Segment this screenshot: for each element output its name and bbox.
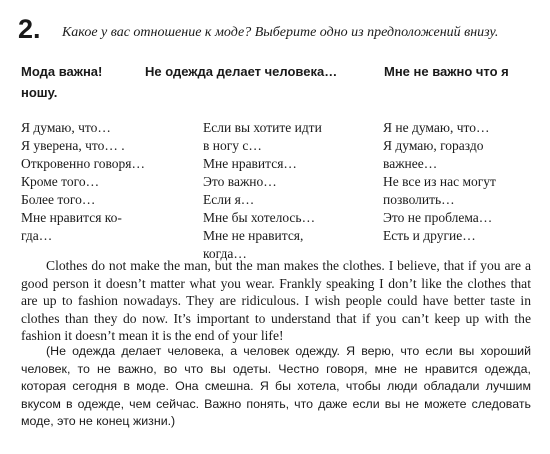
option-dont-care-line1: Мне не важно что я [384, 64, 509, 79]
phrase-item: Кроме того… [21, 174, 100, 189]
phrase-item: Это не проблема… [383, 210, 493, 225]
phrase-item: гда… [21, 228, 53, 243]
option-clothes-dont-make-man: Не одежда делает человека… [145, 64, 338, 79]
phrase-item: Мне не нравится, [203, 228, 304, 243]
phrase-item: позволить… [383, 192, 455, 207]
phrase-item: Если я… [203, 192, 255, 207]
phrase-item: Мне бы хотелось… [203, 210, 316, 225]
phrase-column-2 [203, 119, 322, 263]
option-fashion-important: Мода важна! [21, 64, 103, 79]
exercise-instruction: Какое у вас отношение к моде? Выберите одно из предположений внизу. [62, 25, 499, 40]
option-dont-care-line2: ношу. [21, 85, 58, 100]
phrase-item: в ногу с… [203, 138, 262, 153]
phrase-item: Более того… [21, 192, 96, 207]
phrase-item: Я уверена, что… . [21, 138, 125, 153]
phrase-item: Откровенно говоря… [21, 156, 146, 171]
english-paragraph: Clothes do not make the man, but the man makes the clothes. I believe, that if you are a good person it doesn’t matter what you wear. Frankly speaking I don’t like the clothes that are up to fashion nowadays. They are ridiculous. I wish people could have better taste in clothes than they do now. It’s important to understand that if you can’t keep up with the fashion it doesn’t mean it is the end of your life! [21, 258, 531, 344]
phrase-item: когда… [203, 246, 247, 261]
phrase-item: важнее… [383, 156, 438, 171]
phrase-item: Мне нравится ко- [21, 210, 122, 225]
phrase-item: Я думаю, что… [21, 120, 111, 135]
phrase-column-1 [21, 119, 145, 245]
phrase-item: Я думаю, гораздо [383, 138, 484, 153]
phrase-item: Мне нравится… [203, 156, 297, 171]
phrase-column-3 [383, 119, 496, 245]
russian-translation-paragraph: (Не одежда делает человека, а человек одежду. Я верю, что если вы хороший человек, то не важно, во что вы одеты. Честно говоря, мне не нравится одежда, которая сегодня в моде. Она смешна. Я бы хотела, чтобы люди обладали лучшим вкусом в одежде, чем сейчас. Важно понять, что даже если вы не можете следовать моде, это не конец жизни.) [21, 344, 531, 429]
phrase-item: Если вы хотите идти [203, 120, 322, 135]
phrase-item: Не все из нас могут [383, 174, 496, 189]
phrase-item: Я не думаю, что… [383, 120, 490, 135]
phrase-item: Это важно… [203, 174, 277, 189]
exercise-number: 2. [18, 14, 41, 44]
phrase-item: Есть и другие… [383, 228, 476, 243]
